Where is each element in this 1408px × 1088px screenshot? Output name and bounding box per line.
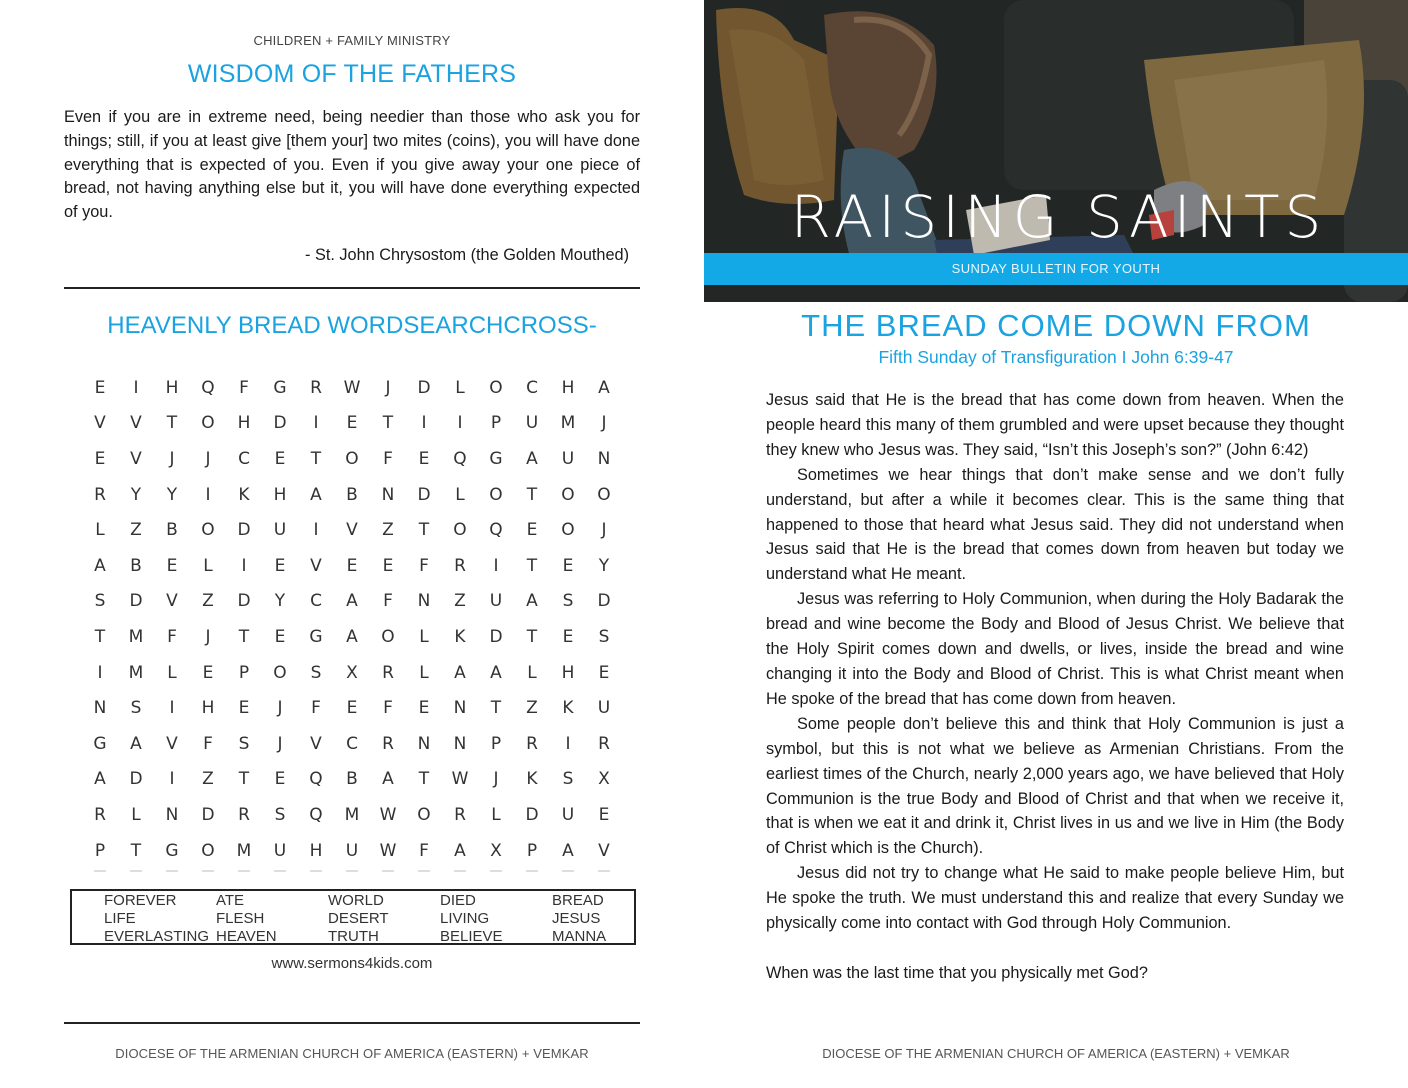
grid-letter: F [383, 591, 393, 612]
grid-letter: I [457, 413, 463, 434]
grid-letter: K [526, 769, 538, 790]
grid-letter: O [345, 448, 359, 469]
grid-letter: E [526, 520, 538, 541]
grid-letter: L [203, 555, 213, 576]
grid-letter: O [201, 413, 215, 434]
grid-letter: L [95, 520, 105, 541]
word-bank-word: HEAVEN [216, 928, 277, 945]
grid-letter: T [94, 626, 106, 647]
grid-row [82, 477, 622, 513]
grid-letter: H [561, 377, 575, 398]
ministry-kicker: CHILDREN + FAMILY MINISTRY [253, 33, 451, 48]
word-bank-word: ATE [216, 892, 245, 909]
word-bank-word: TRUTH [328, 928, 379, 945]
grid-letter: O [489, 484, 503, 505]
grid-letter: F [383, 448, 393, 469]
grid-letter: U [597, 698, 611, 719]
grid-letter: W [451, 769, 469, 790]
grid-letter: O [561, 484, 575, 505]
grid-letter: V [310, 733, 322, 754]
grid-letter: T [418, 520, 430, 541]
right-page [704, 0, 1408, 1088]
grid-row [82, 406, 622, 442]
grid-cutoff-row [82, 870, 622, 876]
grid-letter: Z [202, 591, 214, 612]
grid-letter: F [239, 377, 249, 398]
grid-letter: Q [309, 804, 323, 825]
grid-letter: Y [130, 484, 142, 505]
paragraph: Sometimes we hear things that don’t make sense and we don’t fully understand, but after a while it becomes clear. This is the same thing that happened to those that heard what Jesus said. They did not understand when Jesus said that He is the bread that comes down from heaven but today we understand what He meant. [766, 465, 1344, 584]
grid-letter: S [94, 591, 106, 612]
grid-row [82, 512, 622, 548]
grid-letter: D [129, 769, 143, 790]
grid-letter: V [166, 591, 178, 612]
grid-letter: F [419, 840, 429, 861]
grid-letter: S [562, 769, 574, 790]
cutoff-mark [478, 870, 514, 876]
grid-letter: A [382, 769, 394, 790]
grid-letter: E [202, 662, 214, 683]
grid-letter: S [238, 733, 250, 754]
grid-letter: M [128, 626, 144, 647]
cutoff-mark [262, 870, 298, 876]
grid-letter: B [130, 555, 142, 576]
cutoff-mark [334, 870, 370, 876]
grid-letter: J [601, 413, 607, 434]
cutoff-mark [442, 870, 478, 876]
grid-letter: A [94, 555, 106, 576]
cutoff-mark [298, 870, 334, 876]
grid-letter: O [489, 377, 503, 398]
grid-letter: S [562, 591, 574, 612]
lesson-title: THE BREAD COME DOWN FROM [801, 308, 1311, 343]
grid-letter: D [417, 484, 431, 505]
grid-letter: A [130, 733, 142, 754]
grid-letter: U [345, 840, 359, 861]
grid-letter: I [313, 413, 319, 434]
grid-letter: A [598, 377, 610, 398]
grid-row [82, 584, 622, 620]
cutoff-mark [190, 870, 226, 876]
grid-letter: J [205, 626, 211, 647]
grid-letter: W [379, 804, 397, 825]
grid-letter: M [344, 804, 360, 825]
grid-letter: L [527, 662, 537, 683]
grid-letter: N [453, 698, 467, 719]
grid-letter: D [201, 804, 215, 825]
grid-letter: X [598, 769, 610, 790]
grid-letter: V [346, 520, 358, 541]
grid-letter: S [130, 698, 142, 719]
grid-letter: R [382, 733, 394, 754]
cutoff-mark [586, 870, 622, 876]
grid-letter: X [346, 662, 358, 683]
wordsearch-title: HEAVENLY BREAD WORDSEARCHCROSS- [107, 312, 597, 339]
grid-letter: P [490, 413, 502, 434]
grid-letter: O [417, 804, 431, 825]
grid-letter: D [273, 413, 287, 434]
grid-letter: N [165, 804, 179, 825]
grid-letter: Z [202, 769, 214, 790]
grid-letter: R [94, 804, 106, 825]
grid-letter: F [311, 698, 321, 719]
divider [64, 287, 640, 289]
grid-letter: E [94, 448, 106, 469]
word-bank-word: BELIEVE [440, 928, 503, 945]
grid-letter: E [562, 555, 574, 576]
grid-letter: T [382, 413, 394, 434]
grid-letter: M [128, 662, 144, 683]
grid-letter: T [166, 413, 178, 434]
grid-letter: U [489, 591, 503, 612]
grid-letter: A [526, 591, 538, 612]
grid-letter: D [525, 804, 539, 825]
grid-letter: B [166, 520, 178, 541]
grid-row [82, 619, 622, 655]
grid-letter: V [130, 413, 142, 434]
grid-letter: E [166, 555, 178, 576]
lesson-subtitle: Fifth Sunday of Transfiguration I John 6:39-47 [878, 347, 1234, 367]
grid-letter: V [130, 448, 142, 469]
grid-letter: T [310, 448, 322, 469]
grid-letter: N [597, 448, 611, 469]
word-bank-column [216, 892, 328, 943]
grid-letter: T [238, 769, 250, 790]
grid-letter: B [346, 769, 358, 790]
grid-letter: Y [598, 555, 610, 576]
grid-letter: C [310, 591, 322, 612]
grid-letter: V [166, 733, 178, 754]
grid-letter: G [165, 840, 179, 861]
reflection-question: When was the last time that you physically met God? [766, 963, 1148, 982]
grid-letter: I [241, 555, 247, 576]
grid-letter: Z [526, 698, 538, 719]
grid-letter: R [94, 484, 106, 505]
grid-letter: I [493, 555, 499, 576]
grid-letter: D [597, 591, 611, 612]
grid-row [82, 441, 622, 477]
grid-row [82, 833, 622, 869]
grid-letter: J [169, 448, 175, 469]
grid-letter: A [310, 484, 322, 505]
grid-letter: J [601, 520, 607, 541]
grid-letter: Y [274, 591, 286, 612]
grid-letter: A [490, 662, 502, 683]
paragraph: Jesus said that He is the bread that has come down from heaven. When the people heard this many of them grumbled and were upset because they thought they knew who Jesus was. They said, “Isn’t this Joseph’s son?” (John 6:42) [766, 391, 1344, 459]
grid-letter: D [237, 591, 251, 612]
cutoff-mark [118, 870, 154, 876]
cutoff-mark [82, 870, 118, 876]
grid-letter: O [597, 484, 611, 505]
cutoff-mark [514, 870, 550, 876]
grid-letter: A [346, 626, 358, 647]
grid-letter: E [418, 448, 430, 469]
grid-row [82, 797, 622, 833]
grid-letter: T [238, 626, 250, 647]
grid-letter: E [94, 377, 106, 398]
grid-letter: G [93, 733, 107, 754]
grid-letter: I [313, 520, 319, 541]
grid-letter: T [526, 626, 538, 647]
grid-letter: C [526, 377, 538, 398]
grid-letter: E [346, 413, 358, 434]
grid-letter: O [453, 520, 467, 541]
grid-row [82, 762, 622, 798]
grid-row [82, 726, 622, 762]
cutoff-mark [550, 870, 586, 876]
paragraph: Jesus did not try to change what He said to make people believe Him, but He spoke the truth. We must understand this and realize that every Sunday we physically come into contact with God through Holy Communion. [766, 864, 1344, 933]
grid-row [82, 548, 622, 584]
word-bank-word: DESERT [328, 910, 389, 927]
paragraph: Jesus was referring to Holy Communion, when during the Holy Badarak the bread and wine become the Body and Blood of Jesus Christ. We believe that the Holy Spirit comes down and dwells, or lives, inside the bread and wine changing it into the Body and Blood of Christ. This is what Christ meant when He spoke of the bread that has come down from heaven. [766, 590, 1344, 708]
grid-letter: A [454, 662, 466, 683]
grid-letter: O [561, 520, 575, 541]
grid-letter: I [169, 769, 175, 790]
grid-letter: N [453, 733, 467, 754]
wisdom-title: WISDOM OF THE FATHERS [187, 60, 517, 88]
grid-letter: L [167, 662, 177, 683]
hero-banner [704, 0, 1408, 302]
grid-letter: K [238, 484, 250, 505]
grid-letter: H [201, 698, 215, 719]
grid-letter: P [238, 662, 250, 683]
grid-letter: A [562, 840, 574, 861]
grid-letter: R [526, 733, 538, 754]
grid-letter: I [421, 413, 427, 434]
grid-letter: U [525, 413, 539, 434]
grid-letter: H [165, 377, 179, 398]
grid-letter: D [417, 377, 431, 398]
grid-letter: V [598, 840, 610, 861]
grid-letter: U [273, 520, 287, 541]
grid-letter: P [94, 840, 106, 861]
word-bank-word: LIVING [440, 910, 490, 927]
grid-letter: N [93, 698, 107, 719]
grid-letter: O [381, 626, 395, 647]
grid-letter: I [205, 484, 211, 505]
grid-letter: P [526, 840, 538, 861]
grid-letter: S [310, 662, 322, 683]
grid-letter: T [418, 769, 430, 790]
grid-letter: D [489, 626, 503, 647]
grid-letter: H [309, 840, 323, 861]
grid-letter: G [489, 448, 503, 469]
grid-letter: R [454, 804, 466, 825]
grid-letter: N [417, 733, 431, 754]
word-bank-word: DIED [440, 892, 476, 909]
grid-letter: C [346, 733, 358, 754]
word-bank-word: FOREVER [104, 892, 177, 909]
grid-letter: H [561, 662, 575, 683]
grid-letter: K [562, 698, 574, 719]
grid-letter: F [167, 626, 177, 647]
grid-letter: E [238, 698, 250, 719]
grid-letter: E [562, 626, 574, 647]
grid-letter: R [238, 804, 250, 825]
word-bank-word: EVERLASTING [104, 928, 210, 945]
word-bank-column [328, 892, 440, 943]
grid-letter: E [274, 769, 286, 790]
wordsearch-grid [82, 370, 622, 868]
grid-letter: A [526, 448, 538, 469]
hero-band [704, 253, 1408, 285]
grid-letter: M [236, 840, 252, 861]
grid-letter: K [454, 626, 466, 647]
lesson-body [766, 388, 1344, 986]
grid-letter: F [419, 555, 429, 576]
grid-letter: E [274, 626, 286, 647]
word-bank-column [104, 892, 216, 943]
cutoff-mark [226, 870, 262, 876]
grid-letter: Z [130, 520, 142, 541]
quote-attribution: - St. John Chrysostom (the Golden Mouthed) [305, 246, 629, 264]
grid-row [82, 655, 622, 691]
grid-letter: N [417, 591, 431, 612]
grid-letter: T [490, 698, 502, 719]
word-bank [70, 889, 636, 945]
cutoff-mark [370, 870, 406, 876]
grid-letter: S [598, 626, 610, 647]
grid-letter: Q [309, 769, 323, 790]
grid-letter: R [382, 662, 394, 683]
grid-letter: L [491, 804, 501, 825]
source-link: www.sermons4kids.com [271, 955, 433, 972]
grid-letter: W [379, 840, 397, 861]
grid-letter: F [383, 698, 393, 719]
grid-letter: U [561, 448, 575, 469]
word-bank-word: WORLD [328, 892, 384, 909]
grid-letter: T [130, 840, 142, 861]
word-bank-word: LIFE [104, 910, 136, 927]
grid-letter: O [201, 520, 215, 541]
grid-letter: F [203, 733, 213, 754]
grid-letter: E [598, 804, 610, 825]
grid-letter: J [277, 698, 283, 719]
grid-letter: L [419, 626, 429, 647]
word-bank-word: BREAD [552, 892, 604, 909]
paragraph: Some people don’t believe this and think that Holy Communion is just a symbol, but this is not what we believe as Armenian Christians. From the earliest times of the Church, nearly 2,000 years ago, we have believed that Holy Communion is the true Body and Blood of Christ and that when we receive it, that is when we eat it and drink it, Christ lives in us and we live in Him (the Body of Christ which is the Church). [766, 714, 1344, 858]
grid-letter: E [346, 698, 358, 719]
grid-letter: H [237, 413, 251, 434]
word-bank-column [440, 892, 552, 943]
grid-letter: J [385, 377, 391, 398]
word-bank-word: MANNA [552, 928, 607, 945]
cutoff-mark [406, 870, 442, 876]
grid-letter: O [273, 662, 287, 683]
grid-letter: L [455, 484, 465, 505]
grid-letter: T [526, 555, 538, 576]
grid-letter: A [94, 769, 106, 790]
hero-band-text: SUNDAY BULLETIN FOR YOUTH [951, 261, 1161, 276]
grid-letter: G [309, 626, 323, 647]
grid-letter: E [598, 662, 610, 683]
grid-letter: W [343, 377, 361, 398]
grid-letter: L [419, 662, 429, 683]
grid-letter: X [490, 840, 502, 861]
grid-letter: R [310, 377, 322, 398]
grid-letter: Z [454, 591, 466, 612]
grid-letter: P [490, 733, 502, 754]
grid-letter: Q [201, 377, 215, 398]
fathers-quote: Even if you are in extreme need, being needier than those who ask you for things; still, if you at least give [them your] two mites (coins), you will have done everything that is expected of you. Even if you give away your one piece of bread, not having anything else but it, you will have done everything expected of you. [64, 108, 640, 222]
grid-letter: Q [453, 448, 467, 469]
grid-letter: L [131, 804, 141, 825]
grid-letter: I [169, 698, 175, 719]
grid-letter: S [274, 804, 286, 825]
grid-letter: D [237, 520, 251, 541]
grid-letter: U [273, 840, 287, 861]
grid-letter: L [455, 377, 465, 398]
grid-letter: R [454, 555, 466, 576]
grid-row [82, 370, 622, 406]
grid-letter: H [273, 484, 287, 505]
grid-letter: R [598, 733, 610, 754]
grid-letter: G [273, 377, 287, 398]
grid-row [82, 690, 622, 726]
grid-letter: I [565, 733, 571, 754]
grid-letter: E [274, 555, 286, 576]
footer: DIOCESE OF THE ARMENIAN CHURCH OF AMERICA (EASTERN) + VEMKAR [115, 1046, 589, 1061]
divider [64, 1022, 640, 1024]
grid-letter: A [454, 840, 466, 861]
grid-letter: Z [382, 520, 394, 541]
footer: DIOCESE OF THE ARMENIAN CHURCH OF AMERICA (EASTERN) + VEMKAR [822, 1046, 1290, 1061]
grid-letter: E [346, 555, 358, 576]
grid-letter: I [133, 377, 139, 398]
grid-letter: E [274, 448, 286, 469]
grid-letter: E [418, 698, 430, 719]
word-bank-word: FLESH [216, 910, 265, 927]
grid-letter: D [129, 591, 143, 612]
word-bank-column [552, 892, 606, 943]
grid-letter: E [382, 555, 394, 576]
word-bank-word: JESUS [552, 910, 601, 927]
grid-letter: O [201, 840, 215, 861]
grid-letter: C [238, 448, 250, 469]
grid-letter: M [560, 413, 576, 434]
grid-letter: J [493, 769, 499, 790]
grid-letter: J [277, 733, 283, 754]
grid-letter: N [381, 484, 395, 505]
grid-letter: I [97, 662, 103, 683]
grid-letter: B [346, 484, 358, 505]
grid-letter: U [561, 804, 575, 825]
cutoff-mark [154, 870, 190, 876]
grid-letter: T [526, 484, 538, 505]
grid-letter: J [205, 448, 211, 469]
grid-letter: Q [489, 520, 503, 541]
grid-letter: V [310, 555, 322, 576]
grid-letter: V [94, 413, 106, 434]
grid-letter: Y [166, 484, 178, 505]
grid-letter: A [346, 591, 358, 612]
hero-title: RAISING SAINTS [790, 183, 1327, 251]
